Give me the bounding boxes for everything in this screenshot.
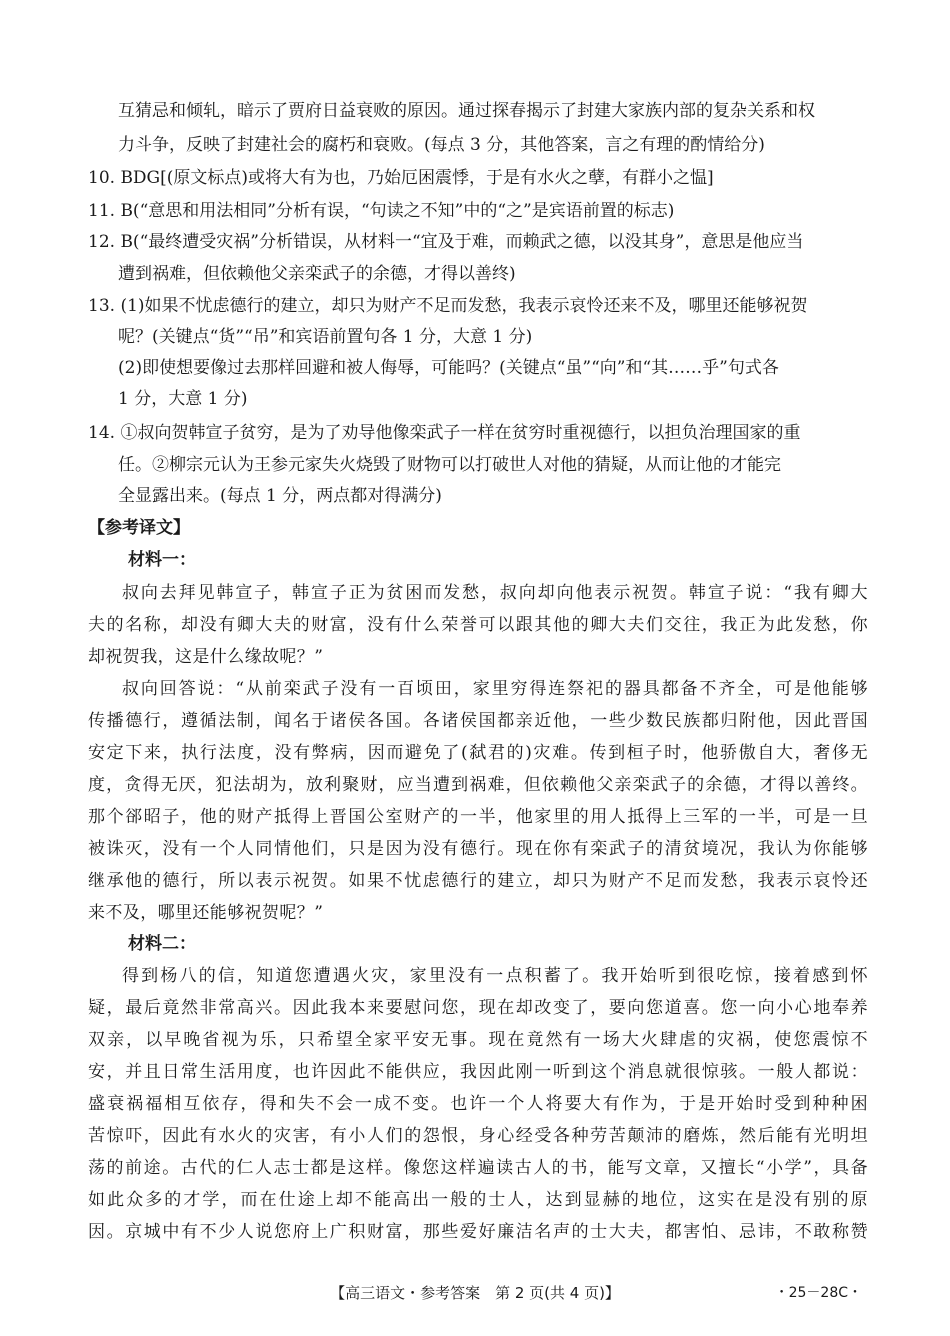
paragraph-line: 得到杨八的信，知道您遭遇火灾，家里没有一点积蓄了。我开始听到很吃惊，接着感到怀 — [122, 966, 868, 986]
answer-q13-part2-cont: 1 分，大意 1 分) — [118, 389, 248, 409]
paragraph-line: 那个郤昭子，他的财产抵得上晋国公室财产的一半，他家里的用人抵得上三军的一半，可是一旦 — [88, 807, 868, 827]
paragraph-line: 被诛灭，没有一个人同情他们，只是因为没有德行。现在你有栾武子的清贫境况，我认为你能够 — [88, 839, 868, 859]
answer-q14: 14. ①叔向贺韩宣子贫穷，是为了劝导他像栾武子一样在贫穷时重视德行，以担负治理国家的重 — [88, 423, 801, 443]
paragraph-line: 疑，最后竟然非常高兴。因此我本来要慰问您，现在却改变了，要向您道喜。您一向小心地奉养 — [88, 998, 868, 1018]
page-footer: 【高三语文・参考答案 第 2 页(共 4 页)】 — [330, 1284, 620, 1302]
paragraph-line: 因。京城中有不少人说您府上广积财富，那些爱好廉洁名声的士大夫，都害怕、忌讳，不敢称赞 — [88, 1222, 868, 1242]
paragraph-line: 如此众多的才学，而在仕途上却不能高出一般的士人，达到显赫的地位，这实在是没有别的原 — [88, 1190, 868, 1210]
answer-q11: 11. B(“意思和用法相同”分析有误，“句读之不知”中的“之”是宾语前置的标志) — [88, 201, 675, 221]
answer-q13-cont: 呢？(关键点“货”“吊”和宾语前置句各 1 分，大意 1 分) — [118, 327, 533, 347]
answer-q13-part2: (2)即使想要像过去那样回避和被人侮辱，可能吗？(关键点“虽”“向”和“其……乎”句式各 — [118, 358, 779, 378]
paragraph-line: 继承他的德行，所以表示祝贺。如果不忧虑德行的建立，却只为财产不足而发愁，我表示哀怜还 — [88, 871, 868, 891]
paragraph-line: 传播德行，遵循法制，闻名于诸侯各国。各诸侯国都亲近他，一些少数民族都归附他，因此晋国 — [88, 711, 868, 731]
paragraph-line: 叔向去拜见韩宣子，韩宣子正为贫困而发愁，叔向却向他表示祝贺。韩宣子说：“我有卿大 — [122, 583, 868, 603]
paragraph-line: 安，并且日常生活用度，也许因此不能供应，我因此刚一听到这个消息就很惊骇。一般人都说： — [88, 1062, 868, 1082]
answer-line: 力斗争，反映了封建社会的腐朽和衰败。(每点 3 分，其他答案，言之有理的酌情给分) — [118, 135, 765, 155]
paragraph-line: 双亲，以早晚省视为乐，只希望全家平安无事。现在竟然有一场大火肆虐的灾祸，使您震惊不 — [88, 1030, 868, 1050]
answer-q12-cont: 遭到祸难，但依赖他父亲栾武子的余德，才得以善终) — [118, 264, 516, 284]
answer-q10: 10. BDG[(原文标点)或将大有为也，乃始厄困震悸，于是有水火之孽，有群小之愠] — [88, 168, 714, 188]
paragraph-line: 度，贪得无厌，犯法胡为，放利聚财，应当遭到祸难，但依赖他父亲栾武子的余德，才得以善终。 — [88, 775, 868, 795]
answer-line: 互猜忌和倾轧，暗示了贾府日益衰败的原因。通过探春揭示了封建大家族内部的复杂关系和权 — [118, 101, 815, 121]
paper-code: ・25－28C・ — [774, 1285, 862, 1301]
answer-q14-cont: 全显露出来。(每点 1 分，两点都对得满分) — [118, 486, 442, 506]
answer-q14-cont: 任。②柳宗元认为王参元家失火烧毁了财物可以打破世人对他的猜疑，从而让他的才能完 — [118, 455, 781, 475]
answer-q13: 13. (1)如果不忧虑德行的建立，却只为财产不足而发愁，我表示哀怜还来不及，哪里还能够祝贺 — [88, 296, 808, 316]
paragraph-line: 苦惊吓，因此有水火的灾害，有小人们的怨恨，身心经受各种劳苦颠沛的磨炼，然后能有光明坦 — [88, 1126, 868, 1146]
material-one-title: 材料一： — [128, 550, 196, 570]
paragraph-line: 荡的前途。古代的仁人志士都是这样。像您这样遍读古人的书，能写文章，又擅长“小学”，具备 — [88, 1158, 868, 1178]
paragraph-line: 叔向回答说：“从前栾武子没有一百顷田，家里穷得连祭祀的器具都备不齐全，可是他能够 — [122, 679, 868, 699]
material-two-title: 材料二： — [128, 934, 196, 954]
paragraph-line: 却祝贺我，这是什么缘故呢？” — [88, 647, 324, 667]
paragraph-line: 盛衰祸福相互依存，得和失不会一成不变。也许一个人将要大有作为，于是开始时受到种种困 — [88, 1094, 868, 1114]
paragraph-line: 安定下来，执行法度，没有弊病，因而避免了(弑君的)灾难。传到桓子时，他骄傲自大，奢侈无 — [88, 743, 868, 763]
paragraph-line: 来不及，哪里还能够祝贺呢？” — [88, 903, 324, 923]
translation-heading: 【参考译文】 — [88, 518, 190, 538]
answer-q12: 12. B(“最终遭受灾祸”分析错误，从材料一“宜及于难，而赖武之德，以没其身”，意思是他应当 — [88, 232, 804, 252]
paragraph-line: 夫的名称，却没有卿大夫的财富，没有什么荣誉可以跟其他的卿大夫们交往，我正为此发愁，你 — [88, 615, 868, 635]
